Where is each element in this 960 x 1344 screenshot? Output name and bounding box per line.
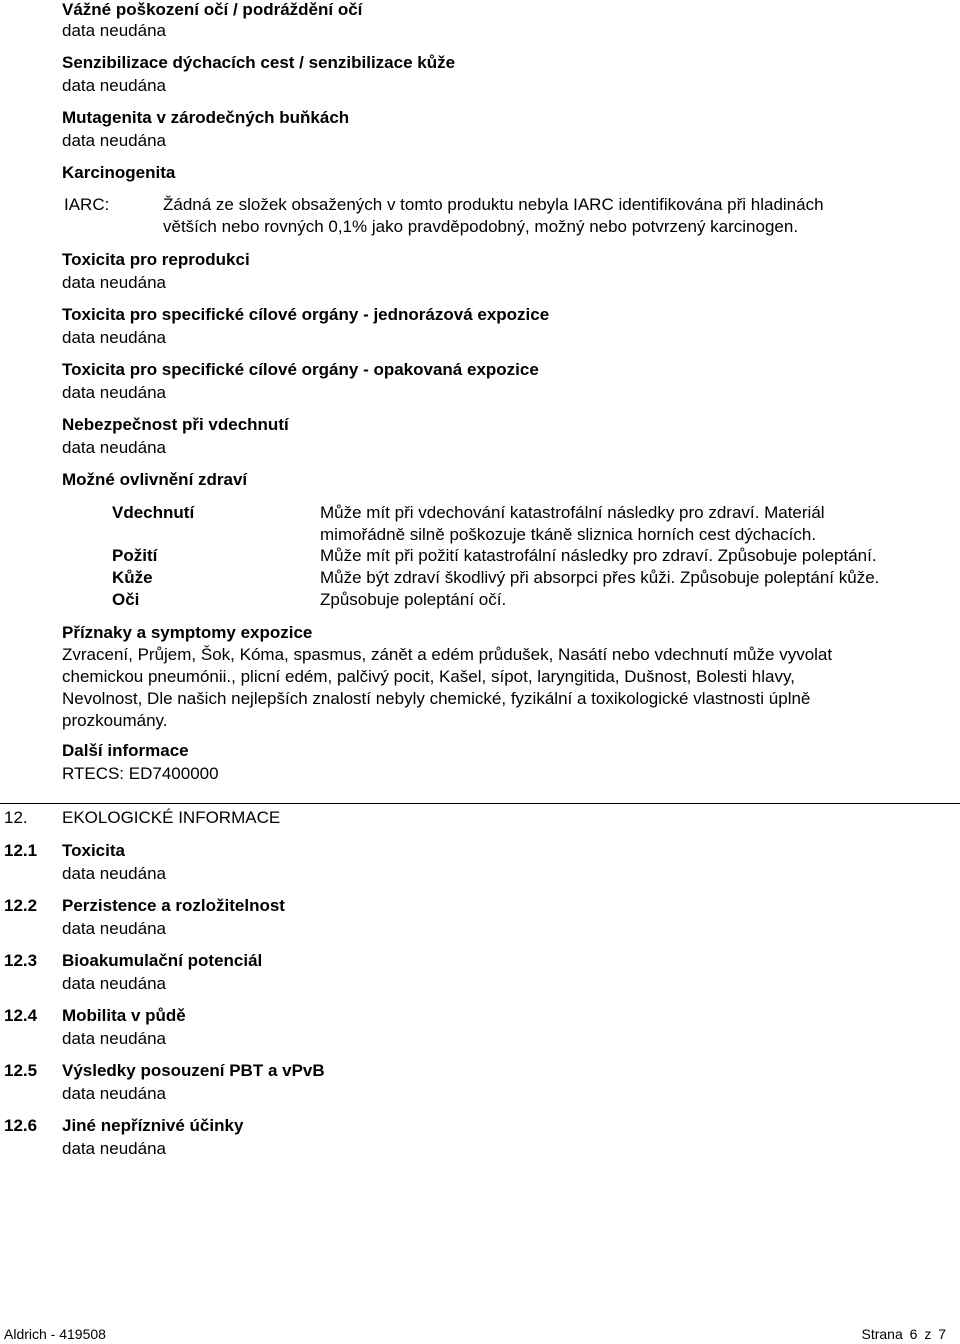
sub-12-4-value: data neudána [62,1029,166,1048]
symptoms-line2: chemickou pneumónii., plicní edém, palčivý pocit, Kašel, sípot, laryngitida, Dušnost, Bolesti hlavy, [62,667,795,686]
sub-12-5-number: 12.5 [4,1061,38,1080]
section-12-title: EKOLOGICKÉ INFORMACE [62,808,281,827]
heading-stot-repeated: Toxicita pro specifické cílové orgány - opakovaná expozice [62,360,539,379]
heading-reproductive-toxicity: Toxicita pro reprodukci [62,250,250,269]
value-aspiration-hazard: data neudána [62,438,166,457]
value-eye-damage: data neudána [62,21,166,40]
text-skin: Může být zdraví škodlivý při absorpci přes kůži. Způsobuje poleptání kůže. [320,568,880,587]
text-inhalation-line1: Může mít při vdechování katastrofální následky pro zdraví. Materiál [320,503,825,522]
heading-stot-single: Toxicita pro specifické cílové orgány - jednorázová expozice [62,305,550,324]
section-divider [0,803,960,804]
sub-12-6-value: data neudána [62,1139,166,1158]
sub-12-4-title: Mobilita v půdě [62,1006,186,1025]
symptoms-line1: Zvracení, Průjem, Šok, Kóma, spasmus, zánět a edém průdušek, Nasátí nebo vdechnutí může vyvolat [62,645,833,664]
sub-12-1-number: 12.1 [4,841,38,860]
sub-12-3-number: 12.3 [4,951,38,970]
sub-12-4-number: 12.4 [4,1006,38,1025]
sub-12-2-number: 12.2 [4,896,38,915]
value-mutagenicity: data neudána [62,131,166,150]
heading-aspiration-hazard: Nebezpečnost při vdechnutí [62,415,289,434]
heading-further-info: Další informace [62,741,189,760]
value-rtecs: RTECS: ED7400000 [62,764,219,783]
sub-12-1-title: Toxicita [62,841,125,860]
sub-12-2-value: data neudána [62,919,166,938]
value-stot-repeated: data neudána [62,383,166,402]
value-sensitization: data neudána [62,76,166,95]
sub-12-5-value: data neudána [62,1084,166,1103]
label-eyes: Oči [112,590,140,609]
label-inhalation: Vdechnutí [112,503,195,522]
iarc-label: IARC: [64,195,110,214]
section-12-number: 12. [4,808,28,827]
iarc-text-line1: Žádná ze složek obsažených v tomto produktu nebyla IARC identifikována při hladinách [163,195,824,214]
heading-eye-damage: Vážné poškození očí / podráždění očí [62,0,363,19]
text-eyes: Způsobuje poleptání očí. [320,590,507,609]
label-skin: Kůže [112,568,153,587]
sub-12-3-value: data neudána [62,974,166,993]
heading-mutagenicity: Mutagenita v zárodečných buňkách [62,108,350,127]
heading-symptoms: Příznaky a symptomy expozice [62,623,313,642]
symptoms-line4: prozkoumány. [62,711,168,730]
heading-sensitization: Senzibilizace dýchacích cest / senzibilizace kůže [62,53,456,72]
value-stot-single: data neudána [62,328,166,347]
label-ingestion: Požití [112,546,158,565]
text-inhalation-line2: mimořádně silně poškozuje tkáně sliznica horních cest dýchacích. [320,525,817,544]
heading-carcinogenicity: Karcinogenita [62,163,176,182]
sub-12-1-value: data neudána [62,864,166,883]
footer-product-id: Aldrich - 419508 [4,1326,106,1342]
symptoms-line3: Nevolnost, Dle našich nejlepších znalostí nebyly chemické, fyzikální a toxikologické vlastnosti úplně [62,689,811,708]
sub-12-5-title: Výsledky posouzení PBT a vPvB [62,1061,325,1080]
footer-page-number: Strana 6 z 7 [861,1326,946,1342]
heading-health-effects: Možné ovlivnění zdraví [62,470,248,489]
sub-12-3-title: Bioakumulační potenciál [62,951,263,970]
text-ingestion: Může mít při požití katastrofální následky pro zdraví. Způsobuje poleptání. [320,546,877,565]
value-reproductive-toxicity: data neudána [62,273,166,292]
sub-12-6-number: 12.6 [4,1116,38,1135]
iarc-text-line2: větších nebo rovných 0,1% jako pravděpodobný, možný nebo potvrzený karcinogen. [163,217,799,236]
sub-12-6-title: Jiné nepříznivé účinky [62,1116,244,1135]
sub-12-2-title: Perzistence a rozložitelnost [62,896,285,915]
